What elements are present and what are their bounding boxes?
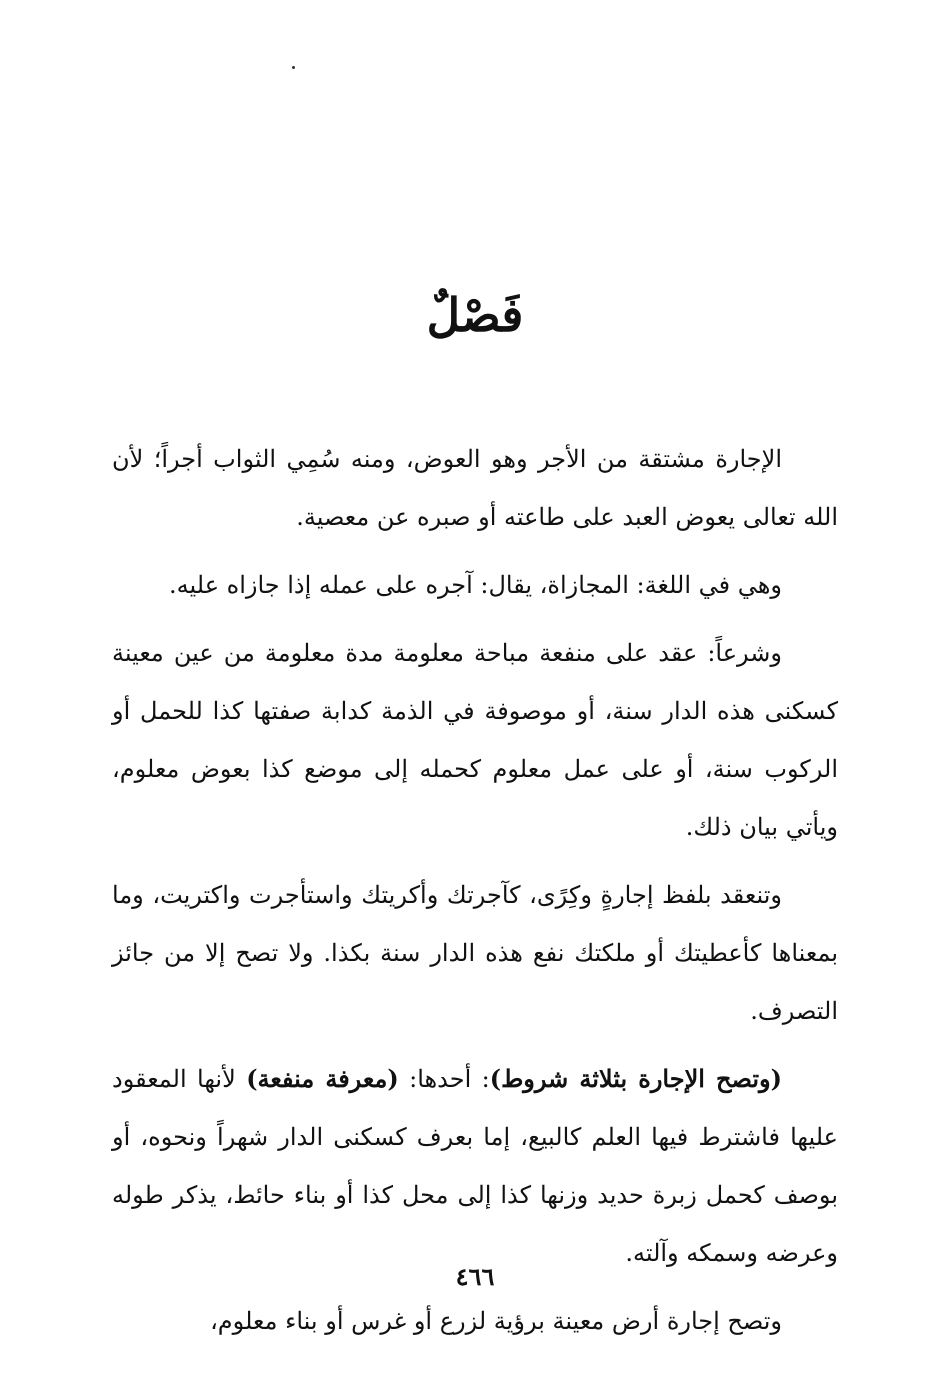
body-text: [112, 430, 838, 1360]
paragraph-land-lease: وتصح إجارة أرض معينة برؤية لزرع أو غرس أو بناء معلوم،: [210, 1307, 782, 1335]
paragraph-legal-meaning: وشرعاً: عقد على منفعة مباحة معلومة مدة معلومة من عين معينة كسكنى هذه الدار سنة، أو موصوفة في الذمة كدابة صفتها كذا للحمل أو الركوب سنة، أو على عمل معلوم كحمله إلى موضع كذا بعوض معلوم، ويأتي بيان ذلك.: [112, 639, 838, 841]
page-number: ٤٦٦: [455, 1262, 495, 1291]
paragraph-linguistic-meaning: وهي في اللغة: المجازاة، يقال: آجره على عمله إذا جازاه عليه.: [169, 571, 782, 599]
conditions-heading: (وتصح الإجارة بثلاثة شروط): [489, 1064, 782, 1093]
conditions-middle: : أحدها:: [398, 1065, 490, 1093]
paragraph-contract-formation: وتنعقد بلفظ إجارةٍ وكِرًى، كآجرتك وأكريتك واستأجرت واكتريت، وما بمعناها كأعطيتك أو ملكتك نفع هذه الدار سنة بكذا. ولا تصح إلا من جائز التصرف.: [112, 881, 839, 1025]
paragraph-conditions: [112, 1050, 838, 1282]
chapter-heading: فَصْلٌ: [426, 288, 524, 342]
condition-term: (معرفة منفعة): [246, 1064, 399, 1093]
conditions-rest: لأنها المعقود عليها فاشترط فيها العلم كالبيع، إما بعرف كسكنى الدار شهراً ونحوه، أو بوصف كحمل زبرة حديد وزنها كذا إلى محل كذا أو بناء حائط، يذكر طوله وعرضه وسمكه وآلته.: [112, 1065, 838, 1267]
paragraph-definition: الإجارة مشتقة من الأجر وهو العوض، ومنه سُمِي الثواب أجراً؛ لأن الله تعالى يعوض العبد على طاعته أو صبره عن معصية.: [112, 445, 838, 531]
scan-speck: [292, 66, 295, 69]
